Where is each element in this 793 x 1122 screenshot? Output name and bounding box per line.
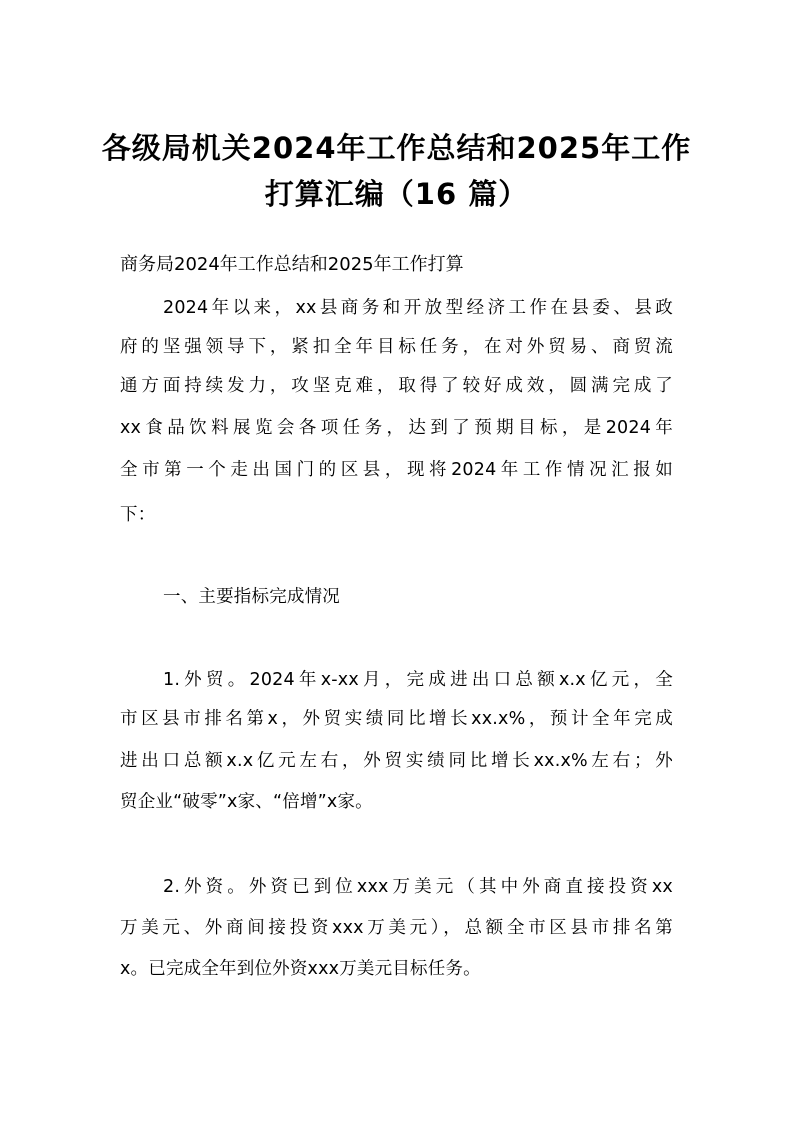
item-2-line: x。已完成全年到位外资xxx万美元目标任务。 xyxy=(120,959,481,979)
item-1-line: 进出口总额x.x亿元左右，外贸实绩同比增长xx.x%左右；外 xyxy=(120,751,673,771)
document-title-line-1: 各级局机关2024年工作总结和2025年工作 xyxy=(101,131,692,165)
intro-line: 下： xyxy=(120,505,156,525)
intro-line: 通方面持续发力，攻坚克难，取得了较好成效，圆满完成了 xyxy=(120,376,673,396)
item-1-line: 1.外贸。2024年x-xx月，完成进出口总额x.x亿元，全 xyxy=(163,670,673,690)
section-subtitle: 商务局2024年工作总结和2025年工作打算 xyxy=(120,254,464,275)
intro-line: 全市第一个走出国门的区县，现将2024年工作情况汇报如 xyxy=(120,460,673,480)
intro-line: 2024年以来，xx县商务和开放型经济工作在县委、县政 xyxy=(163,298,673,318)
item-2-line: 万美元、外商间接投资xxx万美元），总额全市区县市排名第 xyxy=(120,918,673,938)
document-title-line-2: 打算汇编（16 篇） xyxy=(264,177,529,211)
item-2-line: 2.外资。外资已到位xxx万美元（其中外商直接投资xx xyxy=(163,877,673,897)
item-1-line: 贸企业“破零”x家、“倍增”x家。 xyxy=(120,792,373,812)
intro-line: 府的坚强领导下，紧扣全年目标任务，在对外贸易、商贸流 xyxy=(120,337,673,357)
intro-line: xx食品饮料展览会各项任务，达到了预期目标，是2024年 xyxy=(120,418,673,438)
section-heading: 一、主要指标完成情况 xyxy=(163,587,340,607)
item-1-line: 市区县市排名第x，外贸实绩同比增长xx.x%，预计全年完成 xyxy=(120,709,673,729)
